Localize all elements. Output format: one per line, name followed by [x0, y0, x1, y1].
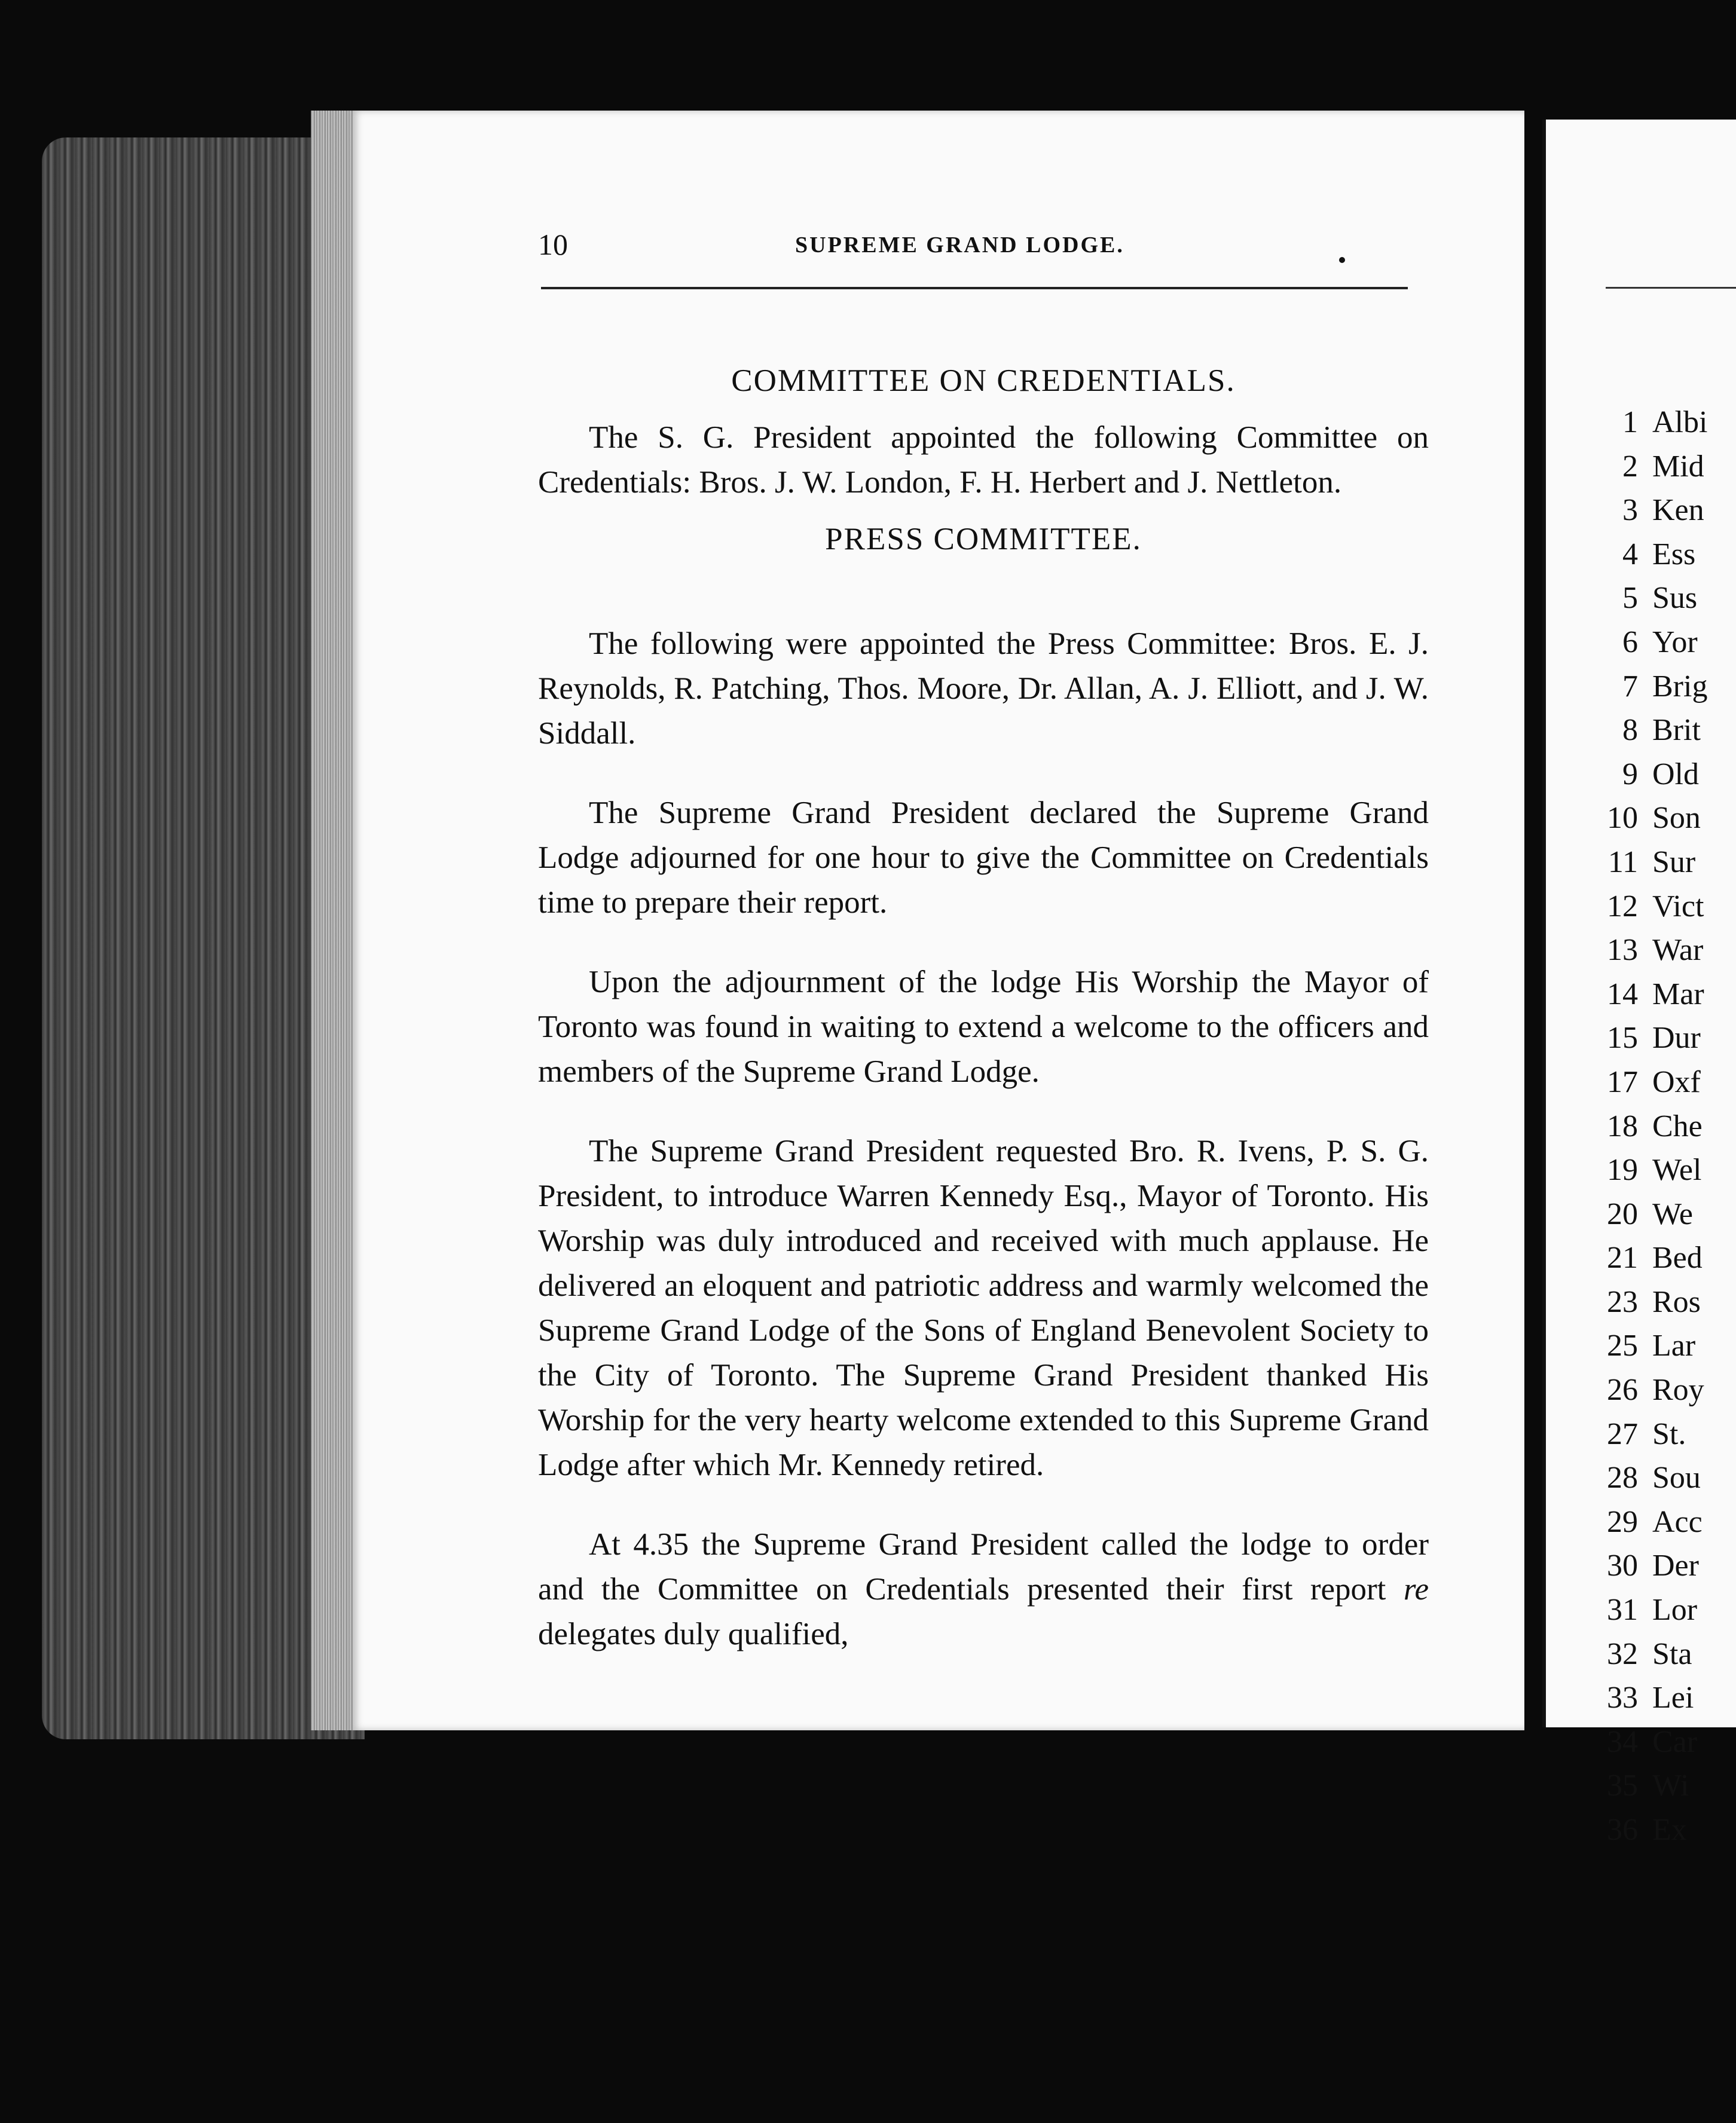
entry-number: 34: [1607, 1724, 1638, 1759]
entry-name: War: [1652, 933, 1704, 968]
entry-name: Mar: [1652, 977, 1704, 1011]
entry-number: 11: [1607, 845, 1638, 879]
list-item: [1546, 1192, 1736, 1237]
page-body: [538, 359, 1429, 1657]
entry-number: 3: [1622, 493, 1638, 528]
page-edge-highlight: [311, 111, 353, 1730]
ink-dot: [1339, 257, 1345, 263]
entry-name: Che: [1652, 1109, 1703, 1143]
right-header-rule: [1606, 287, 1736, 289]
entry-number: 32: [1607, 1636, 1638, 1671]
entry-number: 4: [1622, 537, 1638, 571]
lodge-list: [1546, 400, 1736, 1852]
list-item: [1546, 665, 1736, 709]
entry-number: 18: [1607, 1109, 1638, 1143]
list-item: [1546, 1632, 1736, 1677]
entry-number: 6: [1622, 625, 1638, 659]
list-item: [1546, 1016, 1736, 1060]
list-item: [1546, 972, 1736, 1017]
final-paragraph: [538, 1522, 1429, 1657]
entry-name: Dur: [1652, 1021, 1701, 1056]
list-item: [1546, 620, 1736, 665]
entry-number: 28: [1607, 1461, 1638, 1495]
entry-number: 9: [1622, 757, 1638, 791]
credentials-paragraph: The S. G. President appointed the following Committee on Credentials: Bros. J. W. London, F. H. Herbert and J. Nettleton.: [538, 420, 1429, 500]
entry-name: Lei: [1652, 1681, 1694, 1715]
right-page: [1542, 120, 1736, 1847]
list-item: [1546, 1148, 1736, 1192]
mayor-paragraph: Upon the adjournment of the lodge His Worship the Mayor of Toronto was found in waiting to extend a welcome to the officers and members of the Supreme Grand Lodge.: [538, 965, 1429, 1089]
list-item: [1546, 400, 1736, 445]
list-item: [1546, 928, 1736, 972]
list-item: [1546, 1060, 1736, 1105]
credentials-heading: COMMITTEE ON CREDENTIALS.: [731, 363, 1236, 398]
adjourn-paragraph: The Supreme Grand President declared the Supreme Grand Lodge adjourned for one hour to give the Committee on Credentials time to prepare their report.: [538, 796, 1429, 920]
entry-number: 19: [1607, 1153, 1638, 1188]
entry-name: Car: [1652, 1724, 1698, 1759]
entry-number: 5: [1622, 581, 1638, 616]
list-item: [1546, 533, 1736, 577]
final-text-start: At 4.35 the Supreme Grand President called the lodge to order and the Committee on Credentials presented their first report: [538, 1527, 1429, 1607]
entry-number: 29: [1607, 1504, 1638, 1539]
entry-name: Wi: [1652, 1769, 1689, 1803]
entry-name: Roy: [1652, 1373, 1704, 1408]
entry-name: Sou: [1652, 1461, 1701, 1495]
entry-number: 15: [1607, 1021, 1638, 1056]
entry-number: 23: [1607, 1284, 1638, 1319]
list-item: [1546, 1544, 1736, 1588]
entry-number: 27: [1607, 1417, 1638, 1451]
entry-number: 1: [1622, 405, 1638, 439]
entry-number: 17: [1607, 1064, 1638, 1099]
entry-name: Wel: [1652, 1153, 1702, 1188]
entry-name: Old: [1652, 757, 1699, 791]
running-head: SUPREME GRAND LODGE.: [795, 233, 1124, 258]
entry-name: Mid: [1652, 449, 1704, 484]
list-item: [1546, 796, 1736, 840]
final-text-end: delegates duly qualified,: [538, 1617, 849, 1651]
entry-name: Ros: [1652, 1284, 1701, 1319]
entry-number: 13: [1607, 933, 1638, 968]
entry-name: Der: [1652, 1549, 1699, 1583]
list-item: [1546, 885, 1736, 929]
entry-name: Lor: [1652, 1593, 1698, 1628]
press-heading: PRESS COMMITTEE.: [825, 522, 1142, 556]
entry-number: 36: [1607, 1813, 1638, 1847]
entry-name: Ken: [1652, 493, 1704, 528]
introduce-paragraph: The Supreme Grand President requested Bro. R. Ivens, P. S. G. President, to introduce Warren Kennedy Esq., Mayor of Toronto. His Worship was duly introduced and received with much applause. He delivered an eloquent and patriotic address and warmly welcomed the Supreme Grand Lodge of the Sons of England Benevolent Society to the City of Toronto. The Supreme Grand President thanked His Worship for the very hearty welcome extended to this Supreme Grand Lodge after which Mr. Kennedy retired.: [538, 1134, 1429, 1482]
list-item: [1546, 708, 1736, 752]
list-item: [1546, 1456, 1736, 1500]
list-item: [1546, 840, 1736, 885]
entry-name: Brit: [1652, 713, 1701, 748]
entry-number: 8: [1622, 713, 1638, 748]
entry-name: Sus: [1652, 581, 1698, 616]
entry-number: 31: [1607, 1593, 1638, 1628]
list-item: [1546, 1324, 1736, 1368]
list-item: [1546, 445, 1736, 489]
list-item: [1546, 1280, 1736, 1324]
entry-name: Ex: [1652, 1813, 1687, 1847]
list-item: [1546, 752, 1736, 797]
entry-number: 20: [1607, 1197, 1638, 1231]
list-item: [1546, 576, 1736, 620]
entry-name: Vict: [1652, 889, 1704, 923]
entry-name: Bed: [1652, 1241, 1703, 1275]
entry-name: Albi: [1652, 405, 1708, 439]
page-number: 10: [538, 228, 568, 261]
list-item: [1546, 1500, 1736, 1544]
entry-name: Lar: [1652, 1329, 1696, 1363]
entry-name: Sta: [1652, 1636, 1692, 1671]
entry-number: 12: [1607, 889, 1638, 923]
entry-name: Sur: [1652, 845, 1696, 879]
list-item: [1546, 1676, 1736, 1720]
list-item: [1546, 1368, 1736, 1412]
entry-name: Yor: [1652, 625, 1698, 659]
list-item: [1546, 1105, 1736, 1149]
entry-number: 26: [1607, 1373, 1638, 1408]
entry-number: 14: [1607, 977, 1638, 1011]
entry-name: St.: [1652, 1417, 1686, 1451]
list-item: [1546, 1720, 1736, 1764]
list-item: [1546, 488, 1736, 533]
list-item: [1546, 1808, 1736, 1852]
entry-number: 30: [1607, 1549, 1638, 1583]
entry-number: 21: [1607, 1241, 1638, 1275]
entry-number: 25: [1607, 1329, 1638, 1363]
press-paragraph: The following were appointed the Press Committee: Bros. E. J. Reynolds, R. Patching, Thos. Moore, Dr. Allan, A. J. Elliott, and J. W. Siddall.: [538, 626, 1429, 751]
entry-number: 35: [1607, 1769, 1638, 1803]
entry-number: 2: [1622, 449, 1638, 484]
header-rule: [541, 287, 1408, 289]
entry-number: 10: [1607, 801, 1638, 836]
entry-number: 7: [1622, 669, 1638, 703]
list-item: [1546, 1764, 1736, 1808]
entry-name: Oxf: [1652, 1064, 1701, 1099]
list-item: [1546, 1412, 1736, 1457]
final-text-italic: re: [1403, 1572, 1429, 1607]
entry-name: We: [1652, 1197, 1693, 1231]
entry-name: Acc: [1652, 1504, 1703, 1539]
left-page: [353, 111, 1524, 1730]
list-item: [1546, 1236, 1736, 1280]
entry-name: Son: [1652, 801, 1701, 836]
entry-name: Brig: [1652, 669, 1708, 703]
page-header: [538, 227, 1357, 269]
entry-name: Ess: [1652, 537, 1696, 571]
list-item: [1546, 1588, 1736, 1632]
entry-number: 33: [1607, 1681, 1638, 1715]
